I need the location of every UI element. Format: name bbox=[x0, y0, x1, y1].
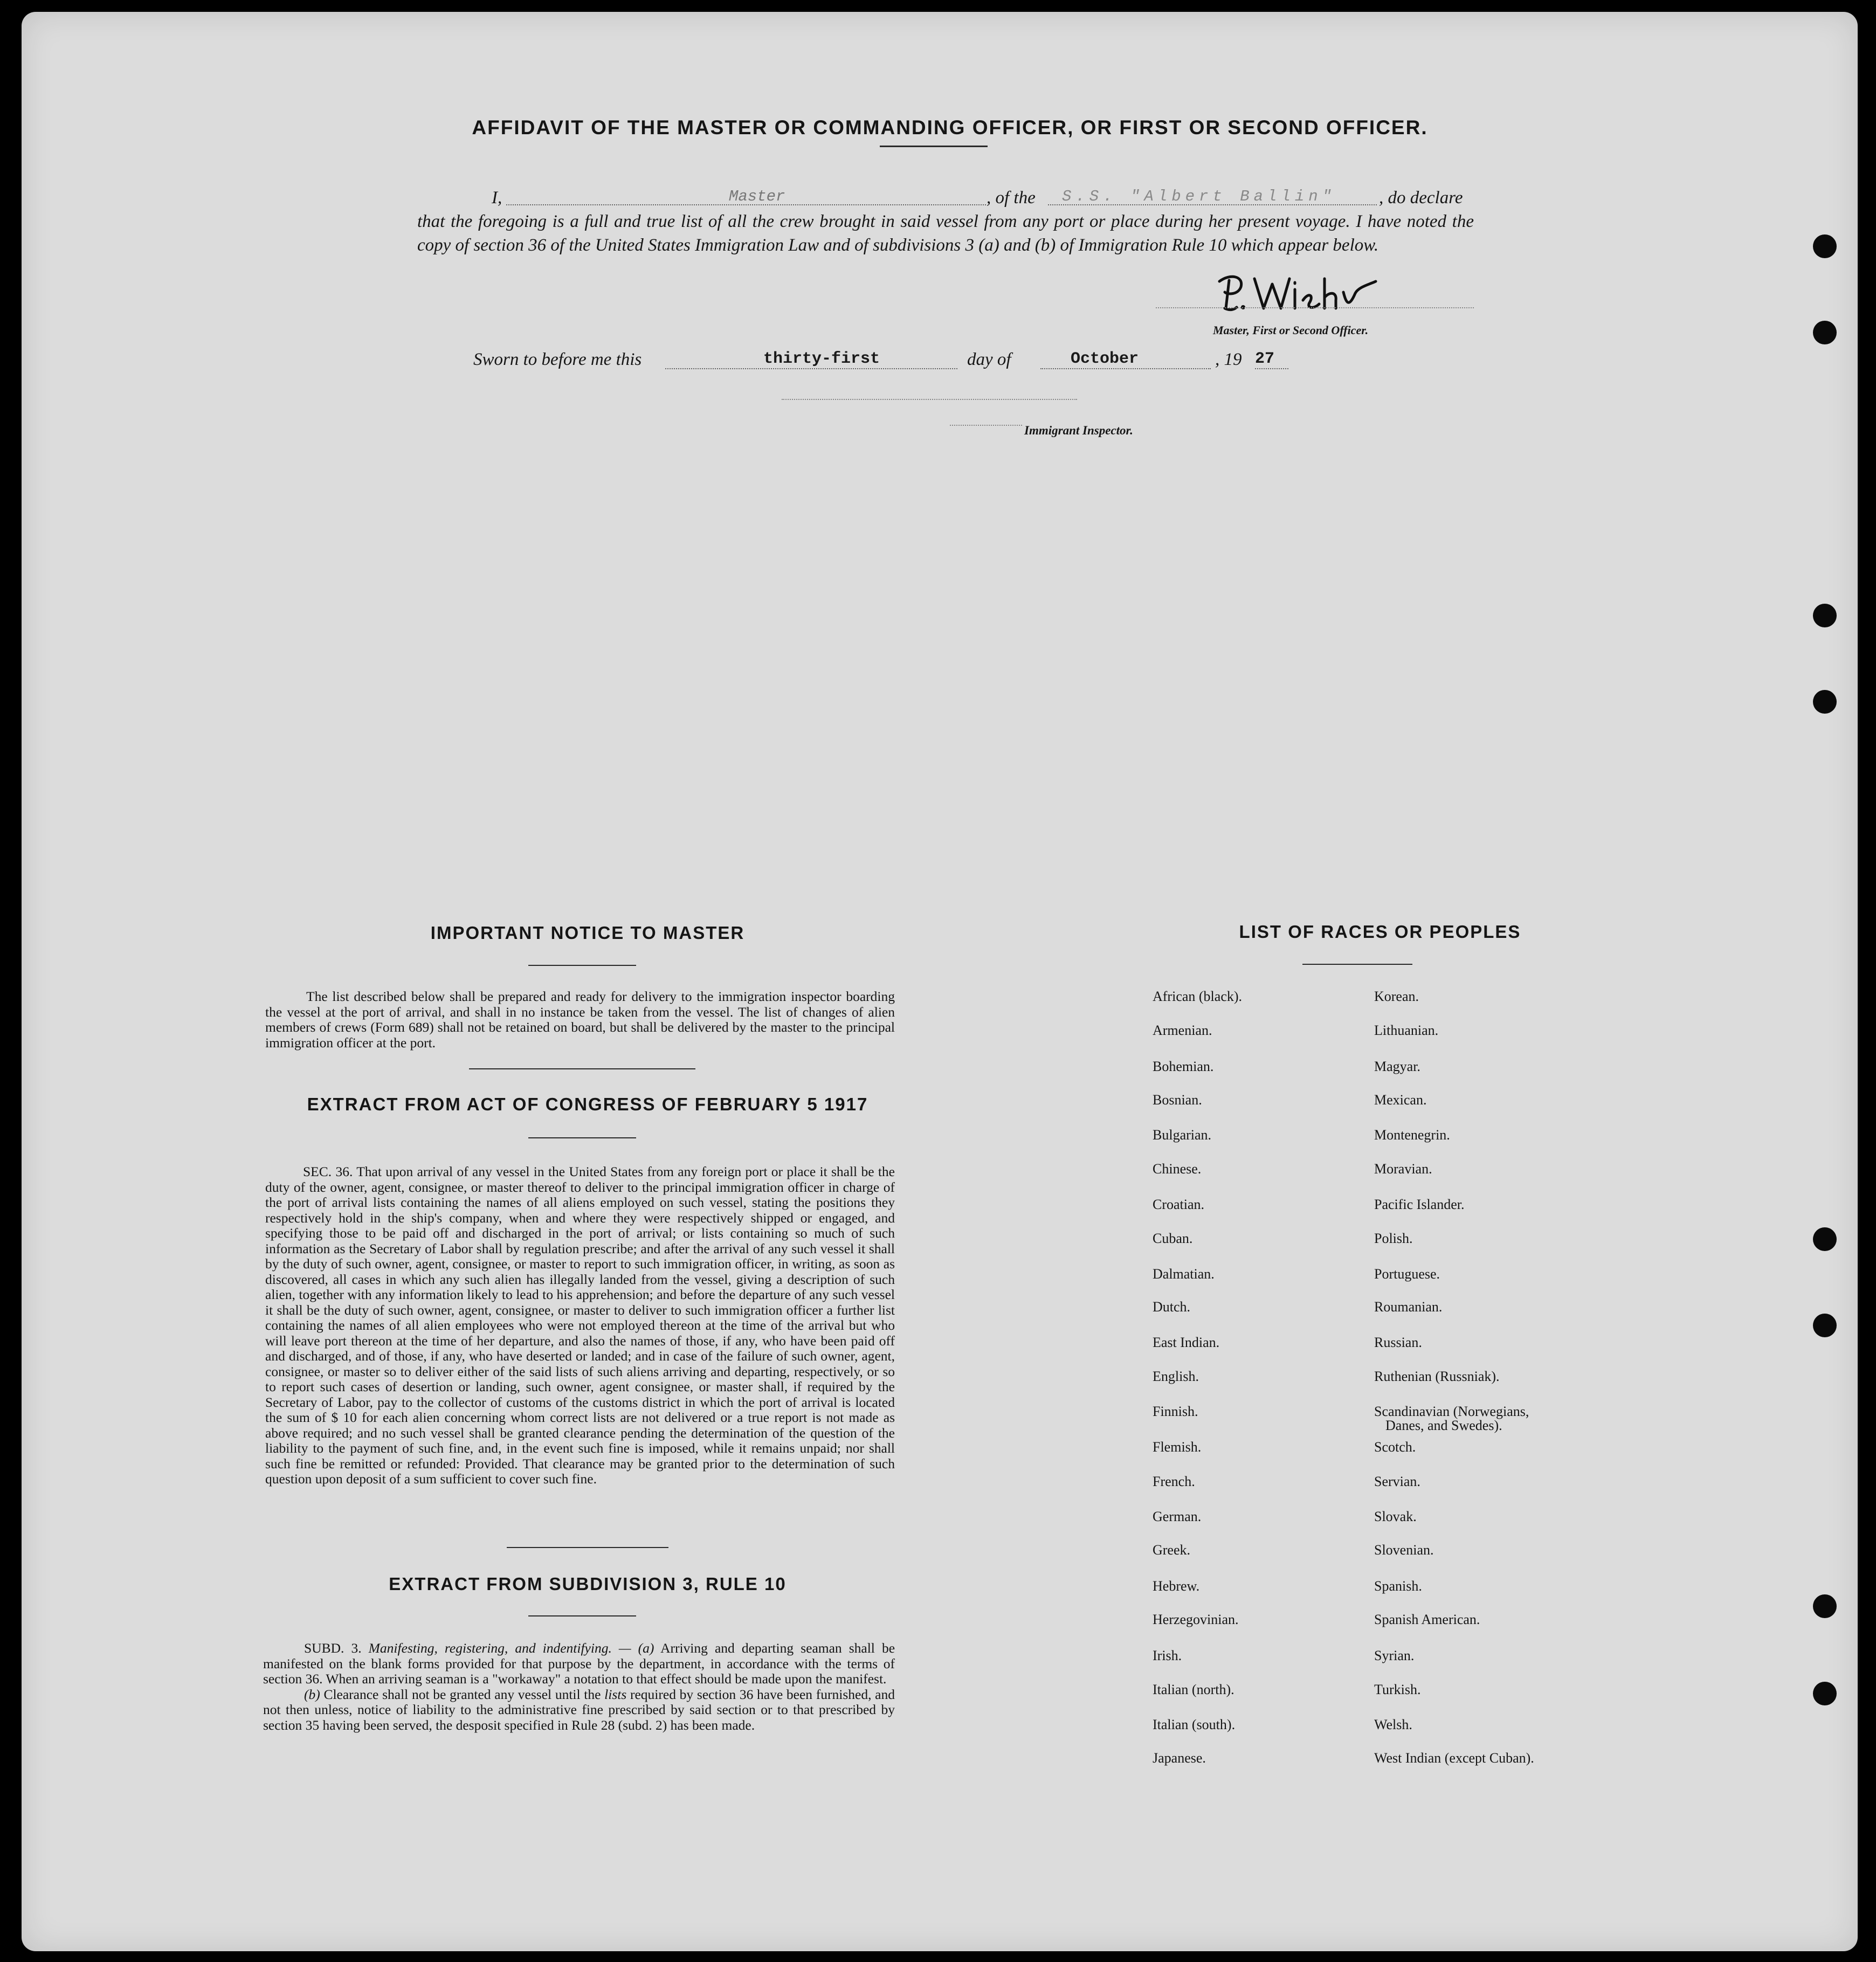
race-entry: Herzegovinian. bbox=[1153, 1612, 1239, 1627]
day-of-text: day of bbox=[967, 350, 1011, 369]
sworn-day-filled: thirty-first bbox=[763, 350, 880, 368]
year-prefix: , 19 bbox=[1215, 350, 1242, 369]
act-title: EXTRACT FROM ACT OF CONGRESS OF FEBRUARY 5 1917 bbox=[307, 1094, 868, 1114]
declaration-i: I, bbox=[492, 188, 502, 208]
title-rule bbox=[880, 146, 988, 147]
inspector-signature-line bbox=[782, 399, 1077, 400]
race-entry: Hebrew. bbox=[1153, 1578, 1200, 1594]
year-blank bbox=[1255, 368, 1288, 369]
race-entry: English. bbox=[1153, 1369, 1199, 1384]
race-entry: Moravian. bbox=[1374, 1161, 1432, 1177]
race-entry: Finnish. bbox=[1153, 1404, 1198, 1419]
affidavit-title: AFFIDAVIT OF THE MASTER OR COMMANDING OFFICER, OR FIRST OR SECOND OFFICER. bbox=[472, 116, 1428, 139]
race-entry: African (black). bbox=[1153, 989, 1243, 1004]
race-entry: Spanish American. bbox=[1374, 1612, 1480, 1627]
subd-b-label: (b) bbox=[304, 1686, 320, 1702]
rule-text bbox=[263, 1641, 895, 1733]
race-entry: Servian. bbox=[1374, 1474, 1420, 1489]
notice-title: IMPORTANT NOTICE TO MASTER bbox=[430, 923, 745, 943]
race-entry: Japanese. bbox=[1153, 1750, 1206, 1766]
race-entry: Greek. bbox=[1153, 1542, 1191, 1558]
race-entry: Magyar. bbox=[1374, 1059, 1420, 1074]
inspector-name-blank bbox=[950, 425, 1022, 426]
punch-hole bbox=[1813, 604, 1837, 627]
race-entry: Pacific Islander. bbox=[1374, 1197, 1465, 1212]
races-rule bbox=[1302, 964, 1412, 965]
punch-hole bbox=[1813, 690, 1837, 714]
race-entry: Korean. bbox=[1374, 989, 1419, 1004]
year-suffix-filled: 27 bbox=[1255, 350, 1275, 368]
race-entry: Polish. bbox=[1374, 1231, 1413, 1246]
sworn-prefix: Sworn to before me this bbox=[473, 350, 642, 369]
race-entry: Cuban. bbox=[1153, 1231, 1193, 1246]
rule-title: EXTRACT FROM SUBDIVISION 3, RULE 10 bbox=[389, 1574, 787, 1594]
punch-hole bbox=[1813, 234, 1837, 258]
race-entry: Dalmatian. bbox=[1153, 1266, 1215, 1282]
notice-rule bbox=[528, 965, 636, 966]
do-declare-text: , do declare bbox=[1379, 188, 1463, 208]
race-entry: Chinese. bbox=[1153, 1161, 1202, 1177]
race-entry: Ruthenian (Russniak). bbox=[1374, 1369, 1500, 1384]
sworn-month-blank bbox=[1040, 368, 1211, 369]
race-entry: Syrian. bbox=[1374, 1648, 1415, 1663]
race-entry: Montenegrin. bbox=[1374, 1127, 1450, 1143]
subd-b-lists: lists bbox=[604, 1686, 627, 1702]
races-title: LIST OF RACES OR PEOPLES bbox=[1239, 922, 1521, 942]
race-entry: French. bbox=[1153, 1474, 1195, 1489]
race-entry: Russian. bbox=[1374, 1335, 1422, 1350]
race-entry: Scandinavian (Norwegians, bbox=[1374, 1404, 1529, 1419]
race-entry: Croatian. bbox=[1153, 1197, 1205, 1212]
declaration-body: that the foregoing is a full and true list of all the crew brought in said vessel from any port or place during her present voyage. I have noted the copy of section 36 of the United States Immigration Law and of subdivisions 3 (a) and (b) of Immigration Rule 10 which appear below. bbox=[417, 212, 1474, 255]
race-entry: Armenian. bbox=[1153, 1023, 1212, 1038]
act-rule bbox=[528, 1137, 636, 1138]
of-the-text: , of the bbox=[987, 188, 1036, 208]
rule-rule bbox=[528, 1615, 636, 1616]
race-entry: Mexican. bbox=[1374, 1092, 1427, 1108]
race-entry: Portuguese. bbox=[1374, 1266, 1440, 1282]
race-entry: Scotch. bbox=[1374, 1439, 1416, 1455]
race-entry: Dutch. bbox=[1153, 1299, 1191, 1315]
race-entry: West Indian (except Cuban). bbox=[1374, 1750, 1534, 1766]
race-entry: Italian (south). bbox=[1153, 1717, 1236, 1732]
subd-heading: Manifesting, registering, and indentifying. bbox=[368, 1640, 612, 1656]
race-entry: Flemish. bbox=[1153, 1439, 1202, 1455]
punch-hole bbox=[1813, 1314, 1837, 1337]
race-entry: Roumanian. bbox=[1374, 1299, 1443, 1315]
race-entry: Irish. bbox=[1153, 1648, 1182, 1663]
race-entry: Bulgarian. bbox=[1153, 1127, 1212, 1143]
subd-b-text-1: Clearance shall not be granted any vessel until the bbox=[323, 1686, 601, 1702]
race-entry: East Indian. bbox=[1153, 1335, 1220, 1350]
subd-a-text: Arriving and departing seaman shall be manifested on the blank forms provided for that purpose by the department, in accordance with the terms of section 36. When an arriving seaman is a "workaway" a notation to that effect should be made upon the manifest. bbox=[263, 1640, 895, 1687]
race-entry: Slovenian. bbox=[1374, 1542, 1434, 1558]
race-entry: Turkish. bbox=[1374, 1682, 1421, 1697]
vessel-name-filled: S.S. "Albert Ballin" bbox=[1062, 188, 1336, 205]
race-entry: Italian (north). bbox=[1153, 1682, 1234, 1697]
affidavit-statement bbox=[417, 186, 1474, 257]
inspector-caption: Immigrant Inspector. bbox=[1024, 424, 1133, 437]
race-entry: German. bbox=[1153, 1509, 1202, 1524]
notice-separator bbox=[469, 1068, 695, 1069]
race-entry: Slovak. bbox=[1374, 1509, 1417, 1524]
notice-text: The list described below shall be prepared and ready for delivery to the immigration inspector boarding the vessel at the port of arrival, and shall in no instance be taken from the vessel. The list of changes of alien members of crews (Form 689) shall not be retained on board, but shall be delivered by the master to the principal immigration officer at the port. bbox=[265, 989, 895, 1051]
sworn-statement bbox=[473, 350, 1314, 374]
race-entry: Bosnian. bbox=[1153, 1092, 1202, 1108]
signature-line bbox=[1156, 307, 1474, 308]
subd-a bbox=[263, 1641, 895, 1687]
punch-hole bbox=[1813, 1594, 1837, 1618]
race-entry: Danes, and Swedes). bbox=[1385, 1418, 1502, 1433]
race-entry: Spanish. bbox=[1374, 1578, 1422, 1594]
master-title-filled: Master bbox=[729, 188, 785, 205]
sworn-month-filled: October bbox=[1071, 350, 1139, 368]
punch-hole bbox=[1813, 1682, 1837, 1705]
sworn-day-blank bbox=[665, 368, 957, 369]
signature-caption: Master, First or Second Officer. bbox=[1213, 323, 1369, 337]
document-page bbox=[22, 12, 1858, 1951]
subd-a-label: — (a) bbox=[618, 1640, 654, 1656]
punch-hole bbox=[1813, 1227, 1837, 1251]
subd-label: SUBD. 3. bbox=[304, 1640, 362, 1656]
declaration-line bbox=[417, 186, 1474, 210]
master-signature bbox=[1214, 271, 1381, 322]
act-text: SEC. 36. That upon arrival of any vessel in the United States from any foreign port or place it shall be the duty of the owner, agent, consignee, or master thereof to deliver to the principal immigration officer in charge of the port of arrival lists containing the names of all aliens employed on such vessel, stating the positions they respectively hold in the ship's company, when and where they were respectively shipped or engaged, and specifying those to be paid off and discharged in the port of arrival; or lists containing so much of such information as the Secretary of Labor shall by regulation prescribe; and after the arrival of any such vessel it shall by the duty of such owner, agent, consignee, or master to report to such immigration officer, in writing, as soon as discovered, all cases in which any such alien has illegally landed from the vessel, giving a description of such alien, together with any information likely to lead to his apprehension; and before the departure of any such vessel it shall be the duty of such owner, agent, consignee, or master to deliver to such immigration officer a further list containing the names of all alien employees who were not employed thereon at the time of the arrival but who will leave port thereon at the time of her departure, and also the names of those, if any, who have been paid off and discharged, and of those, if any, who have deserted or landed; and in case of the failure of such owner, agent, consignee, or master so to deliver either of the said lists of such aliens arriving and departing, respectively, or so to report such cases of desertion or landing, such owner, agent consignee, or master shall, if required by the Secretary of Labor, pay to the collector of customs of the customs district in which the port of arrival is located the sum of $ 10 for each alien concerning whom correct lists are not delivered or a true report is not made as above required; and no such vessel shall be granted clearance pending the determination of the question of the liability to the payment of such fine, and, in the event such fine is imposed, while it remains unpaid; nor shall such fine be remitted or refunded: Provided. That clearance may be granted prior to the determination of such question upon deposit of a sum sufficient to cover such fine. bbox=[265, 1164, 895, 1487]
race-entry: Bohemian. bbox=[1153, 1059, 1214, 1074]
subd-b bbox=[263, 1687, 895, 1733]
subd-b-text-2: required by section 36 have been furnished, and not then unless, notice of liability to the administrative fine prescribed by said section or to that prescribed by section 35 having been served, the desposit specified in Rule 28 (subd. 2) has been made. bbox=[263, 1686, 895, 1733]
race-entry: Lithuanian. bbox=[1374, 1023, 1439, 1038]
race-entry: Welsh. bbox=[1374, 1717, 1412, 1732]
rule-separator bbox=[507, 1547, 668, 1548]
punch-hole bbox=[1813, 321, 1837, 344]
